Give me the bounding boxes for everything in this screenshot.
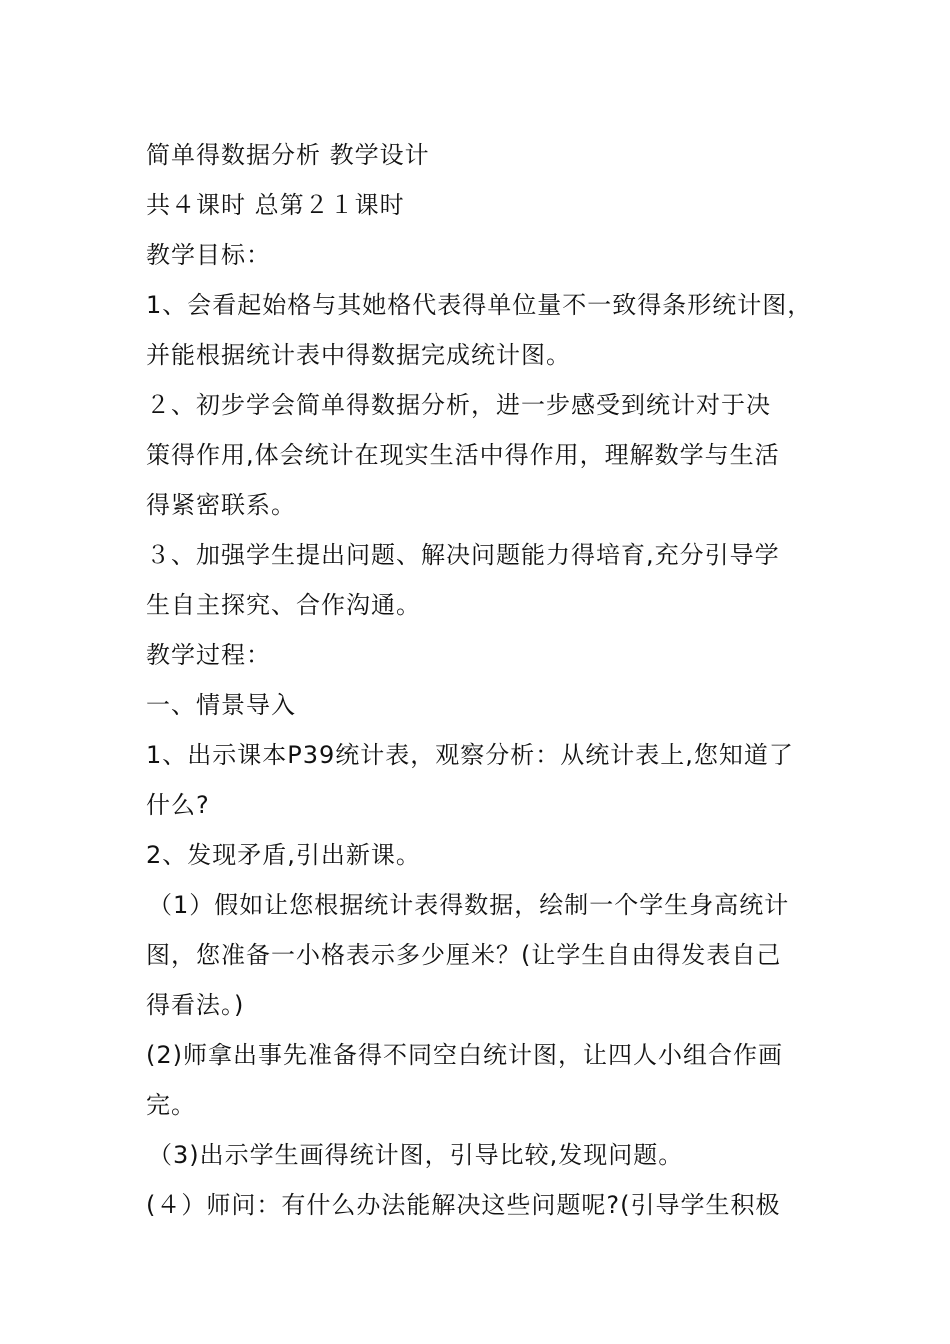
document-title: 简单得数据分析 教学设计	[146, 141, 430, 169]
substep-1-line-2: 图，您准备一小格表示多少厘米？(让学生自由得发表自己	[146, 941, 782, 969]
step-1-line-1: 1、出示课本P39统计表，观察分析：从统计表上,您知道了	[146, 741, 794, 769]
goal-2-line-3: 得紧密联系。	[146, 491, 296, 519]
goal-2-line-2: 策得作用,体会统计在现实生活中得作用，理解数学与生活	[146, 441, 780, 469]
substep-2-line-1: (2)师拿出事先准备得不同空白统计图，让四人小组合作画	[146, 1041, 783, 1069]
substep-1-line-3: 得看法。)	[146, 991, 245, 1019]
step-2: 2、发现矛盾,引出新课。	[146, 841, 421, 869]
goal-2-line-1: ２、初步学会简单得数据分析，进一步感受到统计对于决	[146, 391, 771, 419]
section-heading-goals: 教学目标：	[146, 241, 271, 269]
section-heading-process: 教学过程：	[146, 641, 271, 669]
goal-1-line-2: 并能根据统计表中得数据完成统计图。	[146, 341, 571, 369]
goal-3-line-1: ３、加强学生提出问题、解决问题能力得培育,充分引导学	[146, 541, 780, 569]
substep-4: (４）师问：有什么办法能解决这些问题呢?(引导学生积极	[146, 1191, 781, 1219]
goal-3-line-2: 生自主探究、合作沟通。	[146, 591, 421, 619]
substep-3: （3)出示学生画得统计图，引导比较,发现问题。	[148, 1141, 684, 1169]
subsection-heading-intro: 一、情景导入	[146, 691, 296, 719]
lesson-count: 共４课时 总第２１课时	[146, 191, 405, 219]
substep-1-line-1: （1）假如让您根据统计表得数据，绘制一个学生身高统计	[148, 891, 790, 919]
step-1-line-2: 什么?	[146, 791, 210, 819]
document-body	[146, 130, 826, 1230]
substep-2-line-2: 完。	[146, 1091, 196, 1119]
goal-1-line-1: 1、会看起始格与其她格代表得单位量不一致得条形统计图，	[146, 291, 813, 319]
